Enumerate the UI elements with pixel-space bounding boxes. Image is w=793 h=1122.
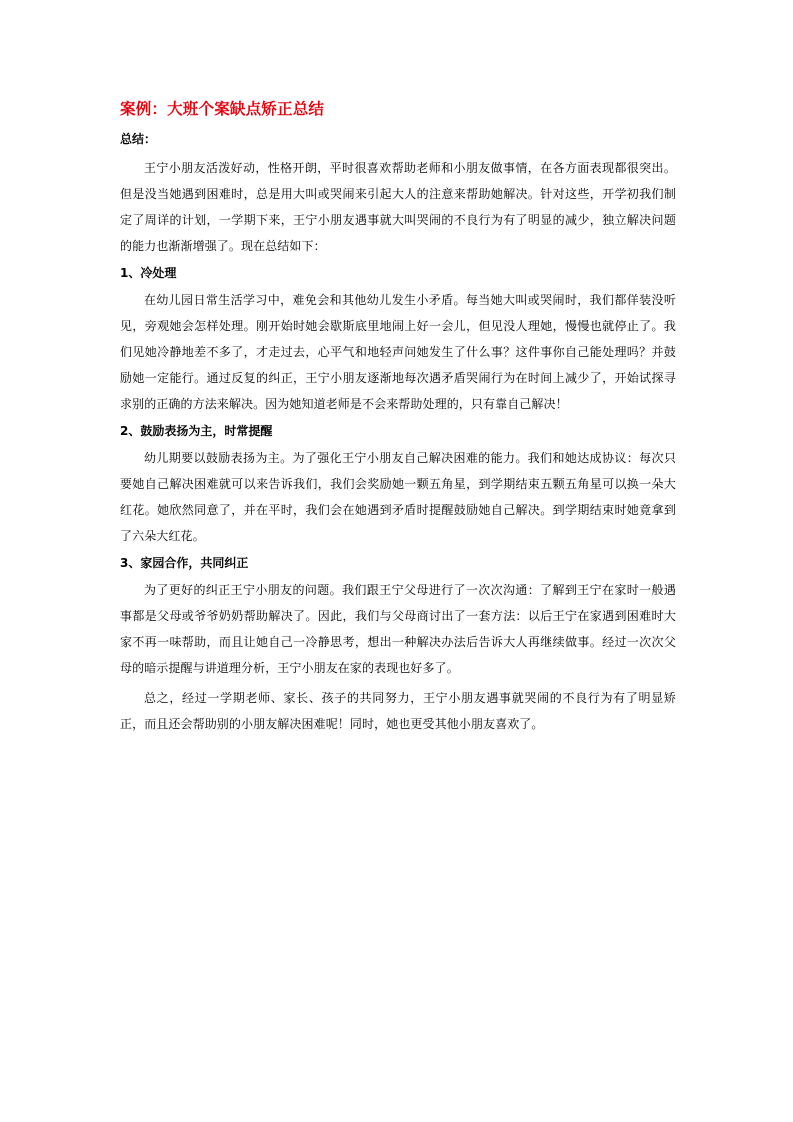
- section-paragraph: 为了更好的纠正王宁小朋友的问题。我们跟王宁父母进行了一次次沟通：了解到王宁在家时一般遇事都是父母或爷爷奶奶帮助解决了。因此，我们与父母商讨出了一套方法：以后王宁在家遇到困难时大家不再一味帮助，而且让她自己一冷静思考，想出一种解决办法后告诉大人再继续做事。经过一次次父母的暗示提醒与讲道理分析，王宁小朋友在家的表现也好多了。: [120, 583, 676, 675]
- section-paragraph: 在幼儿园日常生活学习中，难免会和其他幼儿发生小矛盾。每当她大叫或哭闹时，我们都佯装没听见，旁观她会怎样处理。刚开始时她会歇斯底里地闹上好一会儿，但见没人理她，慢慢也就停止了。我们见她冷静地差不多了，才走过去，心平气和地轻声问她发生了什么事？这件事你自己能处理吗？并鼓励她一定能行。通过反复的纠正，王宁小朋友逐渐地每次遇矛盾哭闹行为在时间上减少了，开始试探寻求别的正确的方法来解决。因为她知道老师是不会来帮助处理的，只有靠自己解决！: [120, 293, 676, 411]
- intro-paragraph: 王宁小朋友活泼好动，性格开朗，平时很喜欢帮助老师和小朋友做事情，在各方面表现都很突出。但是没当她遇到困难时，总是用大叫或哭闹来引起大人的注意来帮助她解决。针对这些，开学初我们制定了周详的计划，一学期下来，王宁小朋友遇事就大叫哭闹的不良行为有了明显的减少，独立解决问题的能力也渐渐增强了。现在总结如下：: [120, 161, 676, 253]
- section-paragraph: 幼儿期要以鼓励表扬为主。为了强化王宁小朋友自己解决困难的能力。我们和她达成协议：每次只要她自己解决困难就可以来告诉我们，我们会奖励她一颗五角星，到学期结束五颗五角星可以换一朵大红花。她欣然同意了，并在平时，我们会在她遇到矛盾时提醒鼓励她自己解决。到学期结束时她竟拿到了六朵大红花。: [120, 451, 676, 543]
- section-heading: 1、冷处理: [120, 266, 177, 280]
- section-home-school: [120, 553, 676, 737]
- section-heading: 3、家园合作，共同纠正: [120, 556, 249, 570]
- section-cold-handling: [120, 263, 676, 417]
- conclusion-paragraph: 总之，经过一学期老师、家长、孩子的共同努力，王宁小朋友遇事就哭闹的不良行为有了明显矫正，而且还会帮助别的小朋友解决困难呢！同时，她也更受其他小朋友喜欢了。: [120, 691, 676, 731]
- document-title: 案例：大班个案缺点矫正总结: [120, 99, 325, 118]
- summary-label: 总结：: [120, 132, 157, 146]
- section-heading: 2、鼓励表扬为主，时常提醒: [120, 424, 273, 438]
- document-page: [120, 98, 676, 741]
- section-encouragement: [120, 421, 676, 549]
